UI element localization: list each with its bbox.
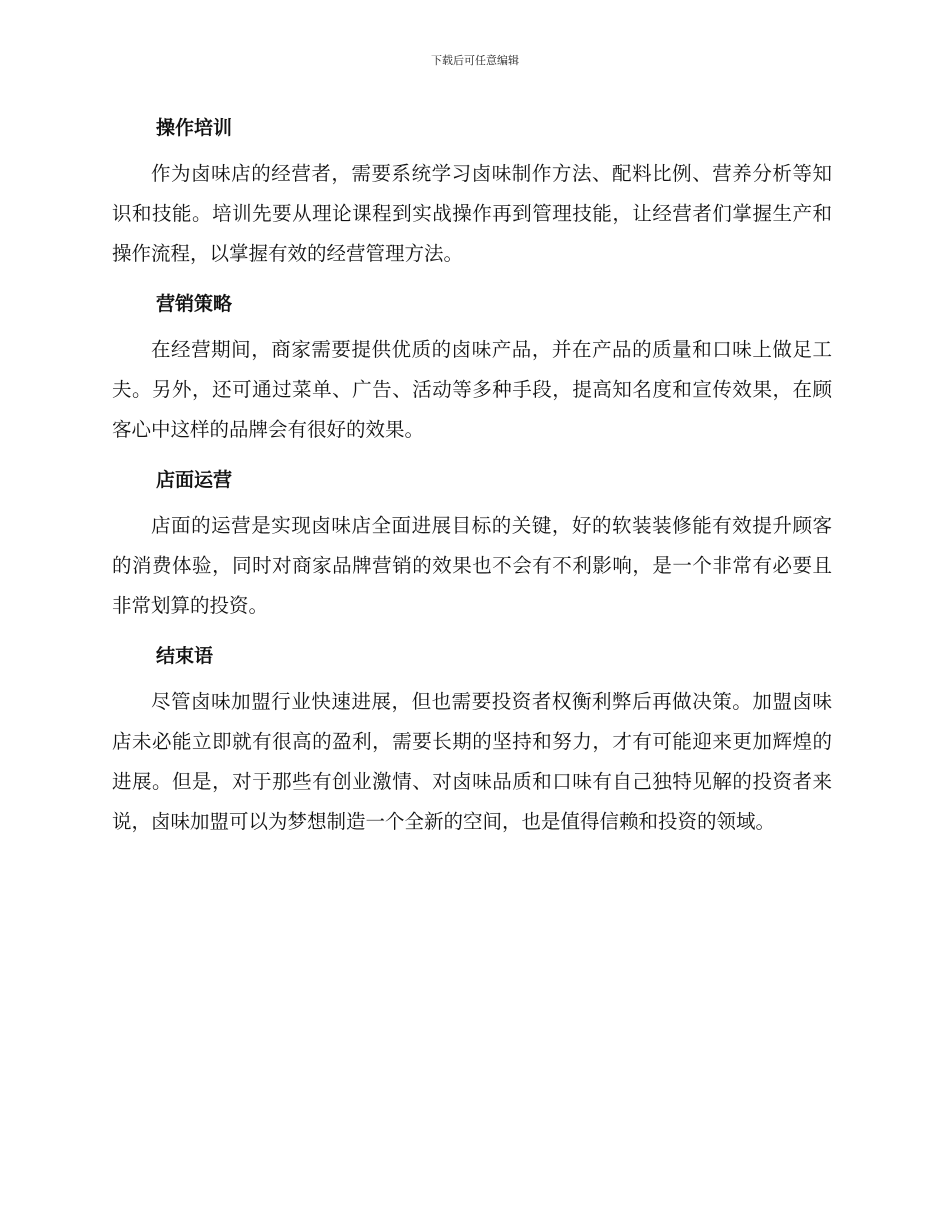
section-training xyxy=(112,108,832,274)
section-heading: 店面运营 xyxy=(156,469,233,491)
document-body xyxy=(112,108,832,852)
section-conclusion xyxy=(112,636,832,842)
section-paragraph: 在经营期间，商家需要提供优质的卤味产品，并在产品的质量和口味上做足工夫。另外，还可通过菜单、广告、活动等多种手段，提高知名度和宣传效果，在顾客心中这样的品牌会有很好的效果。 xyxy=(112,338,832,441)
section-heading: 结束语 xyxy=(156,645,214,667)
section-heading: 营销策略 xyxy=(156,293,233,315)
section-heading: 操作培训 xyxy=(156,117,233,139)
section-paragraph: 店面的运营是实现卤味店全面进展目标的关键，好的软装装修能有效提升顾客的消费体验，同时对商家品牌营销的效果也不会有不利影响，是一个非常有必要且非常划算的投资。 xyxy=(112,514,832,617)
section-marketing xyxy=(112,284,832,450)
section-store-operation xyxy=(112,460,832,626)
section-paragraph: 作为卤味店的经营者，需要系统学习卤味制作方法、配料比例、营养分析等知识和技能。培训先要从理论课程到实战操作再到管理技能，让经营者们掌握生产和操作流程，以掌握有效的经营管理方法。 xyxy=(112,162,832,265)
page-header: 下载后可任意编辑 xyxy=(431,54,519,67)
section-paragraph: 尽管卤味加盟行业快速进展，但也需要投资者权衡利弊后再做决策。加盟卤味店未必能立即就有很高的盈利，需要长期的坚持和努力，才有可能迎来更加辉煌的进展。但是，对于那些有创业激情、对卤味品质和口味有自己独特见解的投资者来说，卤味加盟可以为梦想制造一个全新的空间，也是值得信赖和投资的领域。 xyxy=(112,690,832,833)
